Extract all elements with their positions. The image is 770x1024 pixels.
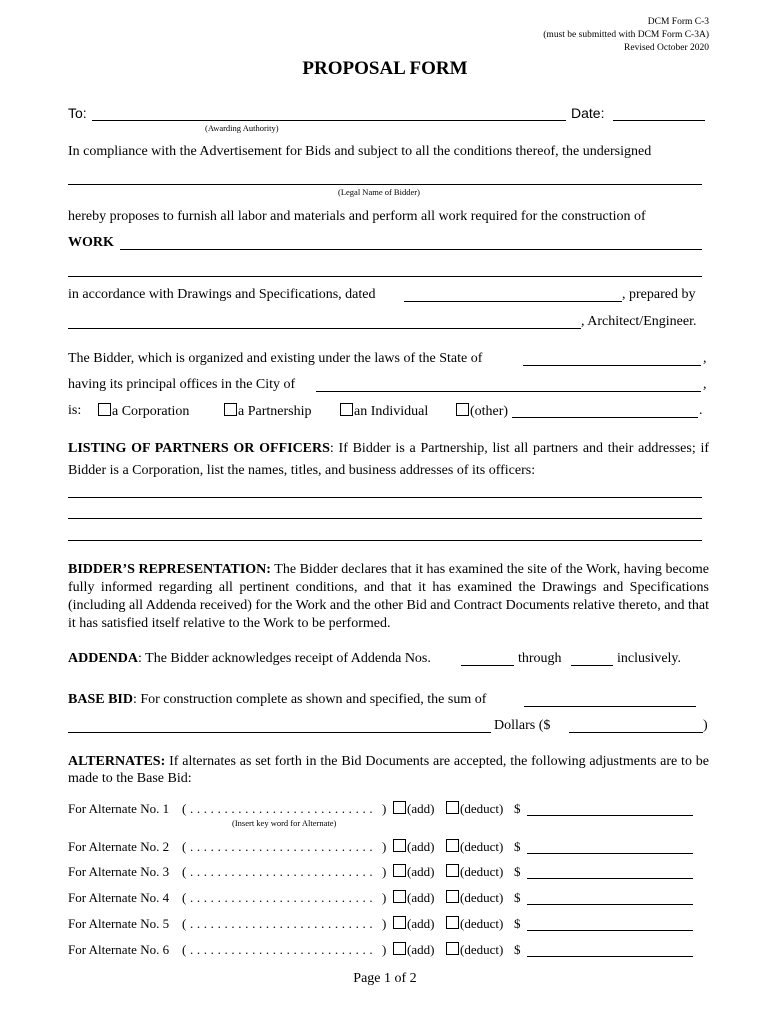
- alternate-close-paren: ): [382, 839, 387, 854]
- principal-offices-text: having its principal offices in the City of: [68, 377, 296, 392]
- add-checkbox[interactable]: [393, 839, 406, 852]
- keyword-caption: (Insert key word for Alternate): [232, 818, 337, 828]
- alternate-row-label: For Alternate No. 5: [68, 916, 170, 931]
- revised-date: Revised October 2020: [624, 43, 709, 53]
- alternate-dollar-sign: $: [514, 839, 521, 854]
- addenda-label: ADDENDA: [68, 651, 138, 666]
- date-label: Date:: [571, 105, 605, 121]
- alternate-add-option[interactable]: [393, 864, 434, 880]
- drawings-text: in accordance with Drawings and Specifications, dated: [68, 287, 376, 302]
- city-field[interactable]: [316, 391, 701, 392]
- addenda-to-field[interactable]: [571, 665, 613, 666]
- add-checkbox[interactable]: [393, 864, 406, 877]
- alternate-deduct-option[interactable]: [446, 942, 503, 958]
- state-field[interactable]: [523, 365, 701, 366]
- alternate-row-label: For Alternate No. 1: [68, 801, 170, 816]
- alternate-deduct-option[interactable]: [446, 916, 503, 932]
- other-checkbox[interactable]: [456, 403, 469, 416]
- option-corporation[interactable]: [98, 403, 189, 420]
- page-number: Page 1 of 2: [353, 971, 417, 986]
- corporation-checkbox[interactable]: [98, 403, 111, 416]
- alternates-text: If alternates as set forth in the Bid Documents are accepted, the following adjustments are to be made to the Base Bid:: [68, 754, 709, 786]
- alternate-keyword-dots[interactable]: ( . . . . . . . . . . . . . . . . . . . . . . . . . . .: [182, 864, 373, 879]
- state-comma: ,: [703, 351, 707, 366]
- option-individual[interactable]: [340, 403, 428, 420]
- deduct-label: (deduct): [460, 916, 504, 931]
- alternate-add-option[interactable]: [393, 839, 434, 855]
- deduct-checkbox[interactable]: [446, 864, 459, 877]
- deduct-label: (deduct): [460, 839, 504, 854]
- alternates-heading: ALTERNATES:: [68, 754, 166, 769]
- alternate-amount-field[interactable]: [527, 904, 693, 905]
- drawings-date-field[interactable]: [404, 301, 622, 302]
- base-bid-words-field-2[interactable]: [68, 732, 491, 733]
- alternate-deduct-option[interactable]: [446, 890, 503, 906]
- alternate-add-option[interactable]: [393, 890, 434, 906]
- work-field-2[interactable]: [68, 276, 702, 277]
- alternate-deduct-option[interactable]: [446, 801, 503, 817]
- organized-text: The Bidder, which is organized and existing under the laws of the State of: [68, 351, 483, 366]
- add-checkbox[interactable]: [393, 942, 406, 955]
- deduct-label: (deduct): [460, 801, 504, 816]
- architect-text: , Architect/Engineer.: [581, 314, 697, 329]
- compliance-text: In compliance with the Advertisement for Bids and subject to all the conditions thereof, the undersigned: [68, 144, 652, 159]
- addenda-inclusively: inclusively.: [617, 651, 682, 666]
- form-note: (must be submitted with DCM Form C-3A): [543, 30, 709, 40]
- other-field[interactable]: [512, 417, 698, 418]
- representation-paragraph: [68, 561, 709, 633]
- add-checkbox[interactable]: [393, 801, 406, 814]
- proposes-text: hereby proposes to furnish all labor and materials and perform all work required for the construction of: [68, 209, 646, 224]
- deduct-checkbox[interactable]: [446, 801, 459, 814]
- form-id: DCM Form C-3: [647, 17, 709, 27]
- legal-name-field[interactable]: [68, 184, 702, 185]
- alternate-amount-field[interactable]: [527, 878, 693, 879]
- add-label: (add): [407, 864, 435, 879]
- deduct-checkbox[interactable]: [446, 890, 459, 903]
- page-title: PROPOSAL FORM: [302, 58, 468, 79]
- legal-name-caption: (Legal Name of Bidder): [338, 187, 420, 197]
- partners-line-3[interactable]: [68, 540, 702, 541]
- base-bid-amount-field[interactable]: [569, 732, 703, 733]
- partnership-label: a Partnership: [238, 404, 312, 419]
- add-checkbox[interactable]: [393, 890, 406, 903]
- individual-checkbox[interactable]: [340, 403, 353, 416]
- deduct-label: (deduct): [460, 864, 504, 879]
- corporation-label: a Corporation: [112, 404, 190, 419]
- alternate-add-option[interactable]: [393, 942, 434, 958]
- alternate-deduct-option[interactable]: [446, 864, 503, 880]
- alternate-dollar-sign: $: [514, 916, 521, 931]
- awarding-authority-field[interactable]: [92, 120, 566, 121]
- partners-line-2[interactable]: [68, 518, 702, 519]
- partnership-checkbox[interactable]: [224, 403, 237, 416]
- add-label: (add): [407, 942, 435, 957]
- prepared-by-text: , prepared by: [622, 287, 696, 302]
- addenda-heading: [68, 651, 431, 667]
- to-label: To:: [68, 105, 87, 121]
- addenda-through: through: [518, 651, 562, 666]
- deduct-checkbox[interactable]: [446, 942, 459, 955]
- individual-label: an Individual: [354, 404, 429, 419]
- add-label: (add): [407, 839, 435, 854]
- representation-heading: BIDDER’S REPRESENTATION:: [68, 562, 271, 577]
- alternate-close-paren: ): [382, 864, 387, 879]
- alternate-deduct-option[interactable]: [446, 839, 503, 855]
- alternate-add-option[interactable]: [393, 801, 434, 817]
- alternate-row-label: For Alternate No. 6: [68, 942, 170, 957]
- alternate-row-label: For Alternate No. 2: [68, 839, 170, 854]
- other-period: .: [699, 403, 703, 418]
- addenda-text: : The Bidder acknowledges receipt of Addenda Nos.: [138, 651, 431, 666]
- alternate-add-option[interactable]: [393, 916, 434, 932]
- alternate-dollar-sign: $: [514, 942, 521, 957]
- alternate-amount-field[interactable]: [527, 956, 693, 957]
- alternate-close-paren: ): [382, 916, 387, 931]
- partners-heading: LISTING OF PARTNERS OR OFFICERS: [68, 441, 330, 456]
- other-label: (other): [470, 404, 509, 419]
- alternate-dollar-sign: $: [514, 801, 521, 816]
- work-field[interactable]: [120, 249, 702, 250]
- deduct-checkbox[interactable]: [446, 839, 459, 852]
- awarding-authority-caption: (Awarding Authority): [205, 123, 279, 133]
- alternate-keyword-dots[interactable]: ( . . . . . . . . . . . . . . . . . . . . . . . . . . .: [182, 839, 373, 854]
- deduct-checkbox[interactable]: [446, 916, 459, 929]
- alternate-close-paren: ): [382, 942, 387, 957]
- dollars-close-paren: ): [703, 718, 708, 733]
- alternate-amount-field[interactable]: [527, 930, 693, 931]
- architect-field[interactable]: [68, 328, 581, 329]
- partners-text: : If Bidder is a Partnership, list all partners and their addresses; if Bidder is a Corporation, list the names, titles, and business addresses of its officers:: [68, 441, 709, 478]
- alternate-amount-field[interactable]: [527, 815, 693, 816]
- alternate-dollar-sign: $: [514, 864, 521, 879]
- alternate-keyword-dots[interactable]: ( . . . . . . . . . . . . . . . . . . . . . . . . . . .: [182, 801, 373, 816]
- alternate-amount-field[interactable]: [527, 853, 693, 854]
- add-label: (add): [407, 890, 435, 905]
- deduct-label: (deduct): [460, 942, 504, 957]
- add-label: (add): [407, 916, 435, 931]
- alternate-close-paren: ): [382, 890, 387, 905]
- option-partnership[interactable]: [224, 403, 311, 420]
- base-bid-text: [68, 692, 486, 708]
- alternate-row-label: For Alternate No. 4: [68, 890, 170, 905]
- option-other[interactable]: [456, 403, 508, 420]
- alternates-paragraph: [68, 753, 709, 787]
- work-label: WORK: [68, 235, 114, 250]
- add-label: (add): [407, 801, 435, 816]
- alternate-keyword-dots[interactable]: ( . . . . . . . . . . . . . . . . . . . . . . . . . . .: [182, 890, 373, 905]
- alternate-dollar-sign: $: [514, 890, 521, 905]
- partners-line-1[interactable]: [68, 497, 702, 498]
- alternate-row-label: For Alternate No. 3: [68, 864, 170, 879]
- base-bid-heading: BASE BID: [68, 692, 133, 707]
- alternate-keyword-dots[interactable]: ( . . . . . . . . . . . . . . . . . . . . . . . . . . .: [182, 916, 373, 931]
- base-bid-words-field[interactable]: [524, 706, 696, 707]
- representation-text: The Bidder declares that it has examined the site of the Work, having become fully informed regarding all pertinent conditions, and that it has examined the Drawings and Specifications (including all Addenda received) for the Work and the other Bid and Contract Documents relative thereto, and that it has satisfied itself relative to the Work to be performed.: [68, 562, 710, 631]
- add-checkbox[interactable]: [393, 916, 406, 929]
- alternate-close-paren: ): [382, 801, 387, 816]
- partners-paragraph: [68, 438, 709, 482]
- alternate-keyword-dots[interactable]: ( . . . . . . . . . . . . . . . . . . . . . . . . . . .: [182, 942, 373, 957]
- dollars-label: Dollars ($: [494, 718, 551, 733]
- date-field[interactable]: [613, 120, 705, 121]
- addenda-from-field[interactable]: [461, 665, 514, 666]
- base-bid-label: : For construction complete as shown and specified, the sum of: [132, 692, 487, 707]
- city-comma: ,: [703, 377, 707, 392]
- deduct-label: (deduct): [460, 890, 504, 905]
- is-label: is:: [68, 403, 82, 418]
